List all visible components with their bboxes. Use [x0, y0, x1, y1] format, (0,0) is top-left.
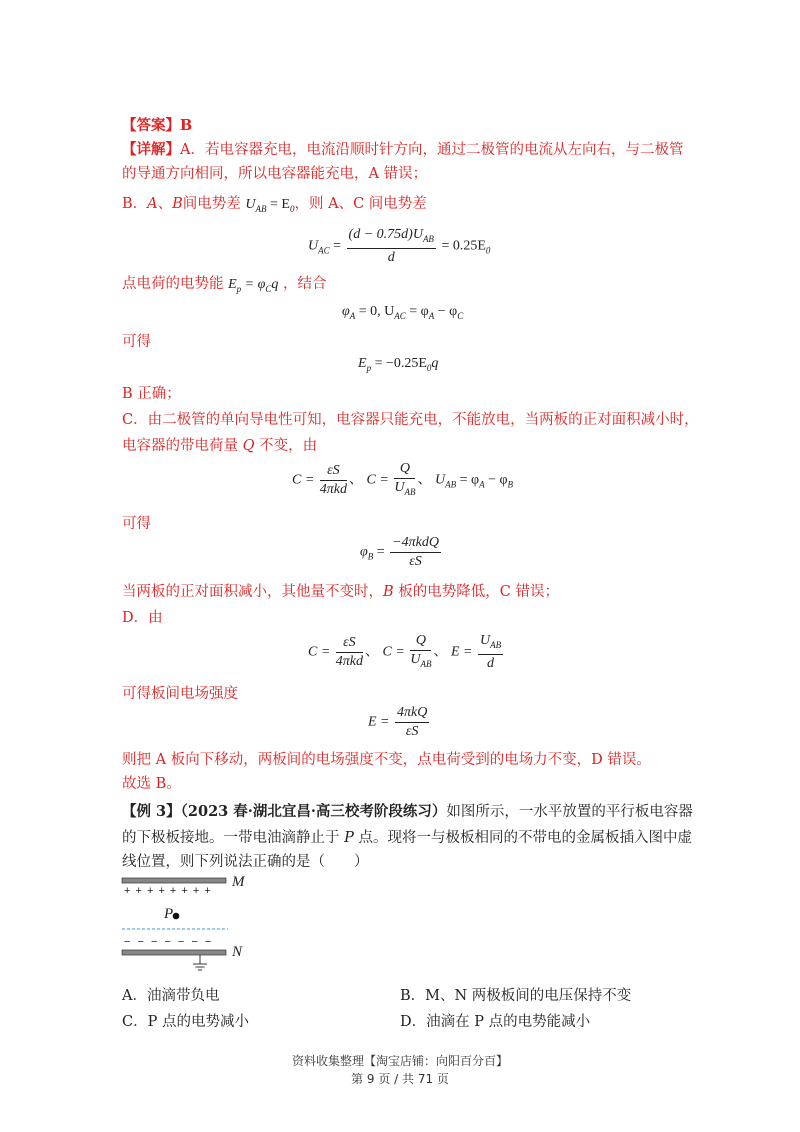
eq1-rhs: = 0.25E [441, 238, 486, 254]
top-plate [122, 878, 226, 883]
equation-capacitance-c [292, 460, 513, 501]
eq2-phi-sub: A [349, 310, 356, 321]
eq5-lhs: φ [360, 544, 368, 560]
eq6-num2: Q [410, 632, 431, 651]
eq3-e: E [358, 356, 367, 371]
eq5-den: εS [409, 554, 422, 569]
equation-field-set [308, 632, 505, 673]
eq6-num3: U [479, 633, 491, 648]
eq4-u-sub: AB [445, 479, 457, 490]
equation-phi-b: $\varphi_B$ = $\frac{\text{−4πkdQ}}{\varepsilon S}$ [360, 535, 439, 569]
page-number: 第 9 页 / 共 71 页 [351, 1072, 449, 1086]
cc-pre: 当两板的正对面积减小，其他量不变时， [122, 584, 383, 600]
eq3-rhs-sub: 0 [426, 362, 432, 373]
eq2-rhs-sub2: C [457, 310, 464, 321]
eq2-rhs-sub1: A [428, 310, 435, 321]
top-charges: + + + + + + + + [124, 885, 212, 897]
b-correct: B 正确； [122, 386, 181, 402]
pe-post: ，结合 [283, 276, 327, 292]
eq3-q: q [431, 356, 439, 371]
eq2-phi: φ [342, 304, 350, 319]
b-rhs-sub: 0 [289, 203, 295, 214]
eq2-mid: = 0, U [358, 304, 395, 319]
eq1-lhs-sub: AC [318, 245, 330, 256]
cc-b: B [383, 584, 394, 600]
example-line3: 线位置，则下列说法正确的是（ ） [122, 854, 369, 870]
footer-source: 资料收集整理【淘宝店铺：向阳百分百】 [291, 1054, 508, 1068]
c-line2 [122, 436, 317, 456]
b-u: U [245, 197, 256, 212]
c2-q: Q [242, 438, 255, 454]
eq6-den: 4πkd [335, 653, 364, 669]
equation-e-result [368, 704, 431, 741]
example-label: 【例 3】 [122, 803, 181, 820]
b-a: A [147, 196, 158, 212]
eq6-den2: U [410, 652, 421, 667]
d-conclusion: 则把 A 板向下移动，两板间的电场强度不变，点电荷受到的电场力不变，D 错误。 [122, 752, 651, 768]
eq4-c2: C = [366, 472, 389, 488]
b-mid: 间电势差 [182, 196, 241, 212]
kede-1: 可得 [122, 334, 151, 350]
eq3-rhs: = −0.25E [374, 356, 427, 371]
eq4-sep: 、 [349, 472, 364, 488]
eq5-num: −4πkdQ [390, 534, 441, 553]
kede-2: 可得 [122, 516, 151, 532]
ex2-pre: 的下极板接地。一带电油滴静止于 [122, 830, 345, 846]
eq6-num3-sub: AB [490, 639, 502, 650]
c-line1: C．由二极管的单向导电性可知，电容器只能充电，不能放电，当两板的正对面积减小时， [122, 412, 699, 428]
eq6-c: C = [308, 644, 331, 660]
plate-m-label: M [232, 874, 245, 890]
example-line1 [122, 802, 693, 822]
example-source: （2023 春·湖北宜昌·高三校考阶段练习） [180, 803, 447, 820]
b-u-sub: AB [255, 203, 267, 214]
eq4-num2: Q [394, 460, 415, 479]
c2-post: 不变，由 [254, 438, 318, 454]
equation-ep [358, 356, 438, 373]
example-line2 [122, 828, 692, 848]
c2-pre: 电容器的带电荷量 [122, 438, 243, 454]
d-intro: D．由 [122, 610, 163, 626]
option-d[interactable]: D．油滴在 P 点的电势能减小 [400, 1014, 591, 1030]
eq7-lhs: E = [368, 714, 390, 730]
eq4-sep2: 、 [417, 472, 432, 488]
option-c[interactable]: C．P 点的电势减小 [122, 1014, 249, 1030]
equation-uac: $U_{AC}$ = $\frac{(d - 0.75d)U_{AB}}{d}$ = $0.25E_0$ [308, 227, 491, 265]
point-p-label: P [164, 906, 174, 922]
b-prefix: B． [122, 196, 148, 212]
eq1-num: (d − 0.75d)U [348, 227, 423, 242]
eq6-e: E = [450, 644, 473, 660]
equation-phi [342, 304, 463, 321]
pe-e: E [228, 277, 237, 292]
eq4-u-rhs2-sub: B [507, 479, 514, 490]
eq3-e-sub: p [366, 362, 372, 373]
plate-n-label: N [232, 944, 243, 960]
eq1-num-sub: AB [422, 233, 434, 244]
eq4-num: εS [320, 462, 347, 481]
pe-rhs: = φ [244, 277, 266, 292]
eq6-den3: d [487, 655, 495, 671]
pe-rhs-sub: C [265, 283, 272, 294]
detail-a-text: A．若电容器充电，电流沿顺时针方向，通过二极管的电流从左向右，与二极管 [180, 142, 684, 158]
b-post: ，则 A、C 间电势差 [294, 196, 427, 212]
eq4-den2: U [394, 480, 405, 495]
b-sep: 、 [157, 196, 173, 212]
eq4-den2-sub: AB [404, 486, 416, 497]
b-b: B [172, 196, 183, 212]
cc-post: 板的电势降低，C 错误； [393, 584, 559, 600]
eq1-fraction [347, 226, 436, 267]
capacitor-diagram [120, 874, 260, 974]
final-choice: 故选 B。 [122, 776, 181, 792]
pe-e-sub: p [236, 283, 242, 294]
eq4-c: C = [292, 472, 315, 488]
eq4-u-rhs: = φ [459, 472, 480, 488]
detail-b-intro [122, 194, 427, 219]
eq4-u-rhs-sub: A [479, 479, 485, 490]
eq4-u-rhs2: − φ [484, 472, 508, 488]
ex2-post: 点。现将一与极板相同的不带电的金属板插入图中虚 [353, 830, 692, 846]
detail-a-line2: 的导通方向相同，所以电容器能充电，A 错误； [122, 166, 428, 182]
example-line1-text: 如图所示，一水平放置的平行板电容器 [446, 804, 693, 820]
bottom-charges: − − − − − − − [124, 936, 214, 948]
pe-pre: 点电荷的电势能 [122, 276, 224, 292]
eq6-sep: 、 [365, 644, 380, 660]
b-rhs: = E [270, 197, 290, 212]
detail-label: 【详解】 [122, 141, 180, 158]
kede-3: 可得板间电场强度 [122, 686, 238, 702]
option-a[interactable]: A．油滴带负电 [122, 988, 220, 1004]
eq7-den: εS [405, 724, 419, 739]
bottom-plate [122, 950, 226, 955]
eq4-u: U [434, 472, 446, 488]
eq6-sep2: 、 [433, 644, 448, 660]
answer-label: 【答案】B [122, 117, 193, 134]
detail-a-line1 [122, 140, 683, 160]
c-conclusion [122, 582, 559, 602]
eq1-lhs: U [308, 238, 319, 254]
eq5-lhs-sub: B [367, 551, 374, 562]
eq1-rhs-sub: 0 [485, 245, 491, 256]
eq6-den2-sub: AB [420, 658, 432, 669]
eq1-den: d [387, 249, 395, 265]
eq2-rhs: = φ [409, 304, 429, 319]
pe-line [122, 274, 327, 299]
eq2-rhs2: − φ [434, 304, 458, 319]
eq6-num: εS [336, 634, 363, 653]
eq4-den: 4πkd [319, 481, 348, 497]
eq7-num: 4πkQ [395, 704, 429, 723]
ex2-p: P [344, 830, 354, 846]
eq2-mid-sub: AC [394, 310, 406, 321]
option-b[interactable]: B．M、N 两极板间的电压保持不变 [400, 988, 632, 1004]
pe-q: q [271, 277, 279, 292]
oil-drop-dot [173, 913, 180, 920]
b-inline-eq [245, 197, 294, 212]
eq6-c2: C = [382, 644, 405, 660]
